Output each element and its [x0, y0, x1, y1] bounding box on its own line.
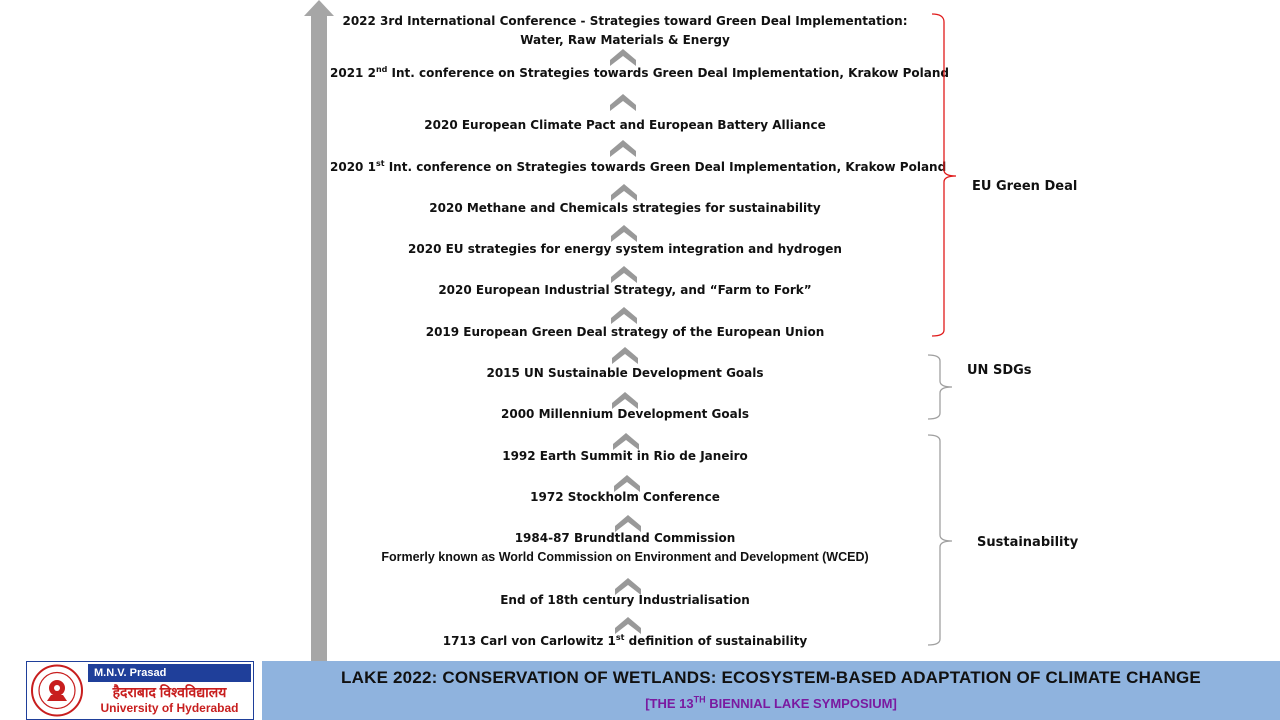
- event-brundtland-commission: [330, 529, 920, 567]
- event-1972-stockholm: 1972 Stockholm Conference: [530, 490, 720, 504]
- sustainability-bracket: [918, 433, 958, 651]
- chevron-up-icon: [612, 346, 638, 364]
- chevron-up-icon: [611, 183, 637, 201]
- university-name-english: University of Hyderabad: [100, 701, 239, 715]
- event-line: Water, Raw Materials & Energy: [520, 33, 730, 47]
- chevron-up-icon: [615, 616, 641, 634]
- chevron-up-icon: [610, 93, 636, 111]
- group-label-eu-green-deal: EU Green Deal: [972, 179, 1078, 194]
- event-2022-third-conference: [330, 12, 920, 50]
- banner-title: LAKE 2022: CONSERVATION OF WETLANDS: ECOSYSTEM-BASED ADAPTATION OF CLIMATE CHANGE: [341, 668, 1201, 687]
- event-1992-earth-summit: 1992 Earth Summit in Rio de Janeiro: [502, 449, 748, 463]
- event-2015-sdgs: 2015 UN Sustainable Development Goals: [486, 366, 764, 380]
- group-label-sustainability: Sustainability: [977, 535, 1079, 550]
- event-industrialisation: End of 18th century Industrialisation: [500, 593, 750, 607]
- event-2020-methane-chemicals: 2020 Methane and Chemicals strategies for sustainability: [429, 201, 821, 215]
- event-2020-climate-pact: 2020 European Climate Pact and European Battery Alliance: [424, 118, 826, 132]
- chevron-up-icon: [615, 514, 641, 532]
- university-seal-icon: [29, 664, 85, 717]
- timeline-axis: [311, 14, 327, 662]
- chevron-up-icon: [610, 139, 636, 157]
- chevron-up-icon: [613, 432, 639, 450]
- symposium-banner: [262, 661, 1280, 720]
- event-2000-mdgs: 2000 Millennium Development Goals: [501, 407, 749, 421]
- banner-subtitle: [THE 13TH BIENNIAL LAKE SYMPOSIUM]: [645, 694, 897, 711]
- event-line: Formerly known as World Commission on Environment and Development (WCED): [381, 550, 869, 564]
- group-label-un-sdgs: UN SDGs: [967, 363, 1032, 378]
- chevron-up-icon: [615, 577, 641, 595]
- chevron-up-icon: [611, 265, 637, 283]
- event-2020-first-conference: 2020 1st Int. conference on Strategies towards Green Deal Implementation, Krakow Poland: [330, 159, 947, 174]
- chevron-up-icon: [612, 391, 638, 409]
- university-name-hindi: हैदराबाद विश्वविद्यालय: [112, 684, 227, 700]
- event-line: 2022 3rd International Conference - Strategies toward Green Deal Implementation:: [342, 14, 908, 28]
- eu-green-deal-bracket: [918, 12, 958, 340]
- chevron-up-icon: [610, 48, 636, 66]
- author-name: M.N.V. Prasad: [88, 664, 251, 682]
- event-2020-industrial-strategy: 2020 European Industrial Strategy, and “Farm to Fork”: [438, 283, 812, 297]
- chevron-up-icon: [611, 224, 637, 242]
- event-2019-green-deal: 2019 European Green Deal strategy of the European Union: [425, 325, 825, 339]
- event-2020-energy-hydrogen: 2020 EU strategies for energy system integration and hydrogen: [408, 242, 842, 256]
- chevron-up-icon: [611, 306, 637, 324]
- event-2021-second-conference: 2021 2nd Int. conference on Strategies towards Green Deal Implementation, Krakow Poland: [330, 65, 950, 80]
- university-logo-box: [26, 661, 254, 720]
- un-sdgs-bracket: [918, 353, 958, 423]
- event-line: 1984-87 Brundtland Commission: [514, 531, 736, 545]
- chevron-up-icon: [614, 474, 640, 492]
- event-1713-carlowitz: 1713 Carl von Carlowitz 1st definition of sustainability: [442, 633, 808, 648]
